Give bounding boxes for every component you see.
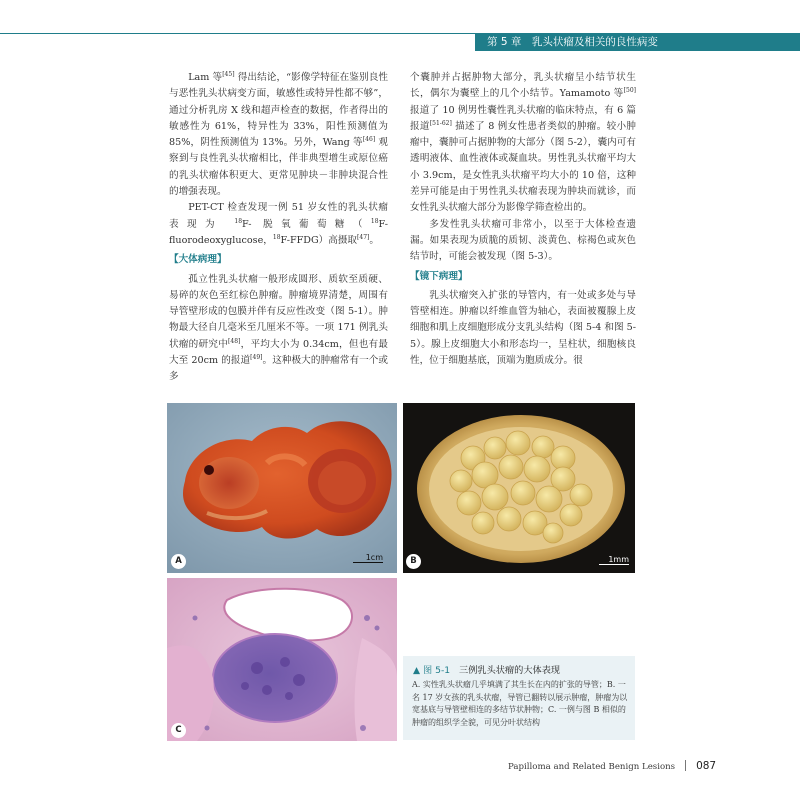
text-run: 描述了 8 例女性患者类似的肿瘤。较小肿瘤中，囊肿可占据肿物的大部分（图 5-2），囊内可有透明液体、血性液体或凝血块。男性乳头状瘤平均大小 3.9cm，是女性乳头状瘤平均大小的 10 倍，这种差异可能是由于男性乳头状瘤表现为肿块而就诊，而女性乳头状瘤大部分为影像学筛查检出的。 bbox=[410, 120, 636, 214]
paragraph bbox=[410, 70, 636, 217]
text-run: 报道了 10 例男性囊性乳头状瘤的临床特点，有 6 篇报道 bbox=[410, 104, 636, 132]
text-run: 个囊肿并占据肿物大部分，乳头状瘤呈小结节状生长，偶尔为囊壁上的几个小结节。Yamamoto 等 bbox=[410, 72, 636, 100]
figure-b-label: B bbox=[406, 554, 421, 569]
superscript: 18 bbox=[370, 217, 379, 225]
section-heading-microscopic: 【镜下病理】 bbox=[410, 270, 468, 282]
section-heading-gross: 【大体病理】 bbox=[169, 254, 227, 266]
figure-number: 图 5-1 bbox=[423, 665, 451, 676]
text-run: F-FFDG）高摄取 bbox=[280, 234, 358, 246]
figure-c-label: C bbox=[171, 723, 186, 738]
page-footer bbox=[508, 760, 716, 772]
paragraph: 乳头状瘤突入扩张的导管内，有一处或多处与导管壁相连。肿瘤以纤维血管为轴心，表面被覆腺上皮细胞和肌上皮细胞形成分支乳头结构（图 5-4 和图 5-5）。腺上皮细胞大小和形态均一，呈柱状，细胞核良性，位于细胞基底，顶端为胞质成分。很 bbox=[410, 289, 636, 367]
footer-divider bbox=[685, 760, 686, 771]
figure-caption-title bbox=[413, 662, 560, 676]
left-column bbox=[169, 70, 388, 386]
page-number: 087 bbox=[696, 760, 717, 772]
figure-a-label: A bbox=[171, 554, 186, 569]
paragraph bbox=[169, 70, 388, 200]
figure-b-scale-bar: 1mm bbox=[599, 555, 629, 565]
superscript: 18 bbox=[234, 217, 243, 225]
histology-whole-mount-image bbox=[167, 578, 397, 741]
text-run: 。这种极大的肿瘤常有一个或多 bbox=[169, 355, 389, 383]
figure-caption-body: A. 实性乳头状瘤几乎填满了其生长在内的扩张的导管；B. 一名 17 岁女孩的乳头状瘤，导管已翻转以展示肿瘤，肿瘤为以宽基底与导管壁相连的多结节状肿物；C. 一例与图 B 相似的肿瘤的组织学全貌，可见分叶状结构 bbox=[412, 680, 628, 727]
gross-specimen-red-image bbox=[167, 403, 397, 573]
right-column bbox=[410, 70, 636, 369]
triangle-marker-icon: ▲ bbox=[413, 665, 421, 676]
text-run: 得出结论，“影像学特征在鉴别良性与恶性乳头状病变方面，敏感性或特异性都不够”，通过分析乳房 X 线和超声检查的数据，作者得出的敏感性为 61%，特异性为 33%，阳性预测值为 85%，阴性预测值为 13%。另外，Wang 等 bbox=[169, 72, 388, 149]
citation: [51-62] bbox=[429, 119, 452, 127]
superscript: 18 bbox=[272, 233, 281, 241]
text-run: Lam 等 bbox=[188, 72, 223, 83]
figure-c-photo bbox=[167, 578, 397, 741]
text-run: ，平均大小为 0.34cm，但也有最大至 20cm 的报道 bbox=[169, 338, 388, 367]
figure-b-photo bbox=[403, 403, 635, 573]
citation: [48] bbox=[228, 337, 241, 345]
text-run: 孤立性乳头状瘤一般形成圆形、质软至质硬、易碎的灰色至红棕色肿瘤。肿瘤境界清楚，周围有导管壁形成的包膜并伴有反应性改变（图 5-1）。肿物最大径自几毫米至几厘米不等。一项 171 例乳头状瘤的研究中 bbox=[169, 273, 388, 350]
paragraph: 多发性乳头状瘤可非常小，以至于大体检查遗漏。如果表现为质脆的质韧、淡黄色、棕褐色或灰色结节时，可能会被发现（图 5-3）。 bbox=[410, 218, 636, 263]
citation: [46] bbox=[362, 136, 376, 143]
figure-a-scale-bar: 1cm bbox=[353, 553, 383, 563]
paragraph bbox=[169, 200, 388, 249]
text-run: F-fluorodeoxyglucose， bbox=[169, 218, 388, 246]
figure-a-photo bbox=[167, 403, 397, 573]
text-run: 。 bbox=[369, 234, 379, 246]
citation: [45] bbox=[222, 70, 235, 78]
citation: [49] bbox=[250, 353, 263, 361]
text-run: 观察到与良性乳头状瘤相比，伴非典型增生或原位癌的乳头状瘤体积更大、更常见肿块－非肿块混合性的增强表现。 bbox=[169, 137, 388, 198]
running-title: Papilloma and Related Benign Lesions bbox=[508, 762, 676, 772]
text-run: PET-CT 检查发现一例 51 岁女性的乳头状瘤表现为 bbox=[169, 202, 388, 230]
text-run: F- 脱氧葡萄糖（ bbox=[242, 218, 371, 230]
paragraph bbox=[169, 272, 388, 386]
citation: [47] bbox=[357, 233, 370, 241]
gross-specimen-multinodular-image bbox=[403, 403, 635, 573]
figure-title: 三例乳头状瘤的大体表现 bbox=[459, 665, 561, 676]
chapter-title: 第 5 章 乳头状瘤及相关的良性病变 bbox=[487, 36, 658, 48]
citation: [50] bbox=[623, 87, 636, 95]
